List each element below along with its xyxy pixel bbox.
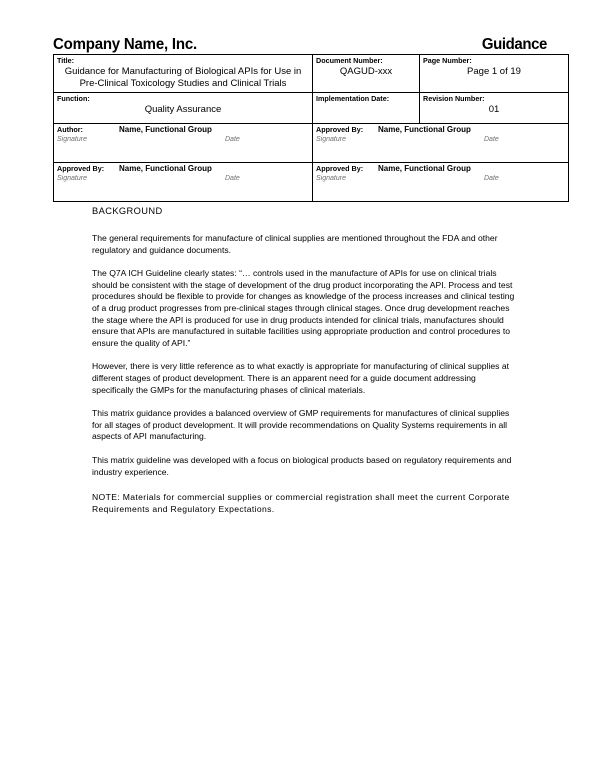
document-header xyxy=(53,33,547,53)
approved-by-value: Name, Functional Group xyxy=(378,164,471,173)
signature-label: Signature xyxy=(316,175,346,182)
cell-author xyxy=(54,124,313,163)
signature-label: Signature xyxy=(316,136,346,143)
cell-approved-by-1 xyxy=(313,124,569,163)
table-row-function xyxy=(54,93,569,124)
table-row-title xyxy=(54,55,569,93)
document-type: Guidance xyxy=(481,34,547,53)
approved-by-signature-row xyxy=(316,136,565,144)
cell-function xyxy=(54,93,313,124)
date-label: Date xyxy=(225,136,240,143)
document-number-value: QAGUD-xxx xyxy=(339,66,393,77)
page-number-label: Page Number: xyxy=(423,56,472,65)
title-label: Title: xyxy=(57,56,75,65)
date-label: Date xyxy=(484,175,499,182)
paragraph-3: However, there is very little reference as to what exactly is appropriate for manufacturing of clinical supplies at different stages of product development. There is an apparent need for a guide document addressing specifically the GMPs for the manufacturing phases of clinical materials. xyxy=(92,361,509,395)
approved-by-name-row xyxy=(316,125,565,134)
function-value: Quality Assurance xyxy=(144,104,222,115)
author-name-row xyxy=(57,125,309,134)
paragraph-5: This matrix guideline was developed with a focus on biological products based on regulatory requirements and industry experience. xyxy=(92,454,512,477)
approved-by-name-row xyxy=(316,164,565,173)
implementation-date-label: Implementation Date: xyxy=(316,94,390,103)
revision-number-value: 01 xyxy=(488,104,500,115)
paragraph-2: The Q7A ICH Guideline clearly states: “… controls used in the manufacture of APIs for use on clinical trials should be consistent with the stage of development of the drug product incorporating the API. Process and test procedures should be flexible to provide for changes as knowledge of the process increases and clinical testing of a drug product progresses from pre-clinical stages through clinical stages. Once drug development reaches the stage where the API is produced for use in drug products intended for clinical trials, manufactures should ensure that APIs are manufactured in suitable facilities using appropriate production and control procedures to ensure the quality of API.” xyxy=(92,268,515,348)
signature-label: Signature xyxy=(57,136,87,143)
approved-by-name-row xyxy=(57,164,309,173)
approved-by-value: Name, Functional Group xyxy=(119,164,212,173)
approved-by-signature-row xyxy=(316,175,565,183)
approved-by-label: Approved By: xyxy=(57,164,105,173)
signature-label: Signature xyxy=(57,175,87,182)
author-signature-row xyxy=(57,136,309,144)
document-body xyxy=(92,205,516,515)
approved-by-signature-row xyxy=(57,175,309,183)
page-number-value: Page 1 of 19 xyxy=(467,66,521,77)
document-number-label: Document Number: xyxy=(316,56,383,65)
cell-approved-by-3 xyxy=(313,163,569,202)
company-name: Company Name, Inc. xyxy=(53,34,197,53)
paragraph-4: This matrix guidance provides a balanced overview of GMP requirements for manufactures of clinical supplies for all stages of product development. It will provide recommendations on Quality Systems requirements in all aspects of API manufacturing. xyxy=(92,408,510,442)
function-label: Function: xyxy=(57,94,90,103)
approved-by-label: Approved By: xyxy=(316,125,364,134)
author-value: Name, Functional Group xyxy=(119,125,212,134)
cell-revision-number xyxy=(420,93,569,124)
table-row-approvers xyxy=(54,163,569,202)
date-label: Date xyxy=(225,175,240,182)
cell-document-number xyxy=(313,55,420,93)
title-value: Guidance for Manufacturing of Biological APIs for Use in Pre-Clinical Toxicology Studies and Clinical Trials xyxy=(64,66,302,89)
date-label: Date xyxy=(484,136,499,143)
paragraph-note: NOTE: Materials for commercial supplies or commercial registration shall meet the current Corporate Requirements and Regulatory Expectations. xyxy=(92,492,510,514)
section-heading-background: BACKGROUND xyxy=(92,206,163,216)
document-control-table xyxy=(53,54,569,202)
paragraph-1: The general requirements for manufacture of clinical supplies are mentioned throughout the FDA and other regulatory and guidance documents. xyxy=(92,233,498,255)
cell-approved-by-2 xyxy=(54,163,313,202)
cell-title xyxy=(54,55,313,93)
approved-by-label: Approved By: xyxy=(316,164,364,173)
cell-implementation-date xyxy=(313,93,420,124)
revision-number-label: Revision Number: xyxy=(423,94,485,103)
author-label: Author: xyxy=(57,125,83,134)
cell-page-number xyxy=(420,55,569,93)
table-row-author xyxy=(54,124,569,163)
approved-by-value: Name, Functional Group xyxy=(378,125,471,134)
